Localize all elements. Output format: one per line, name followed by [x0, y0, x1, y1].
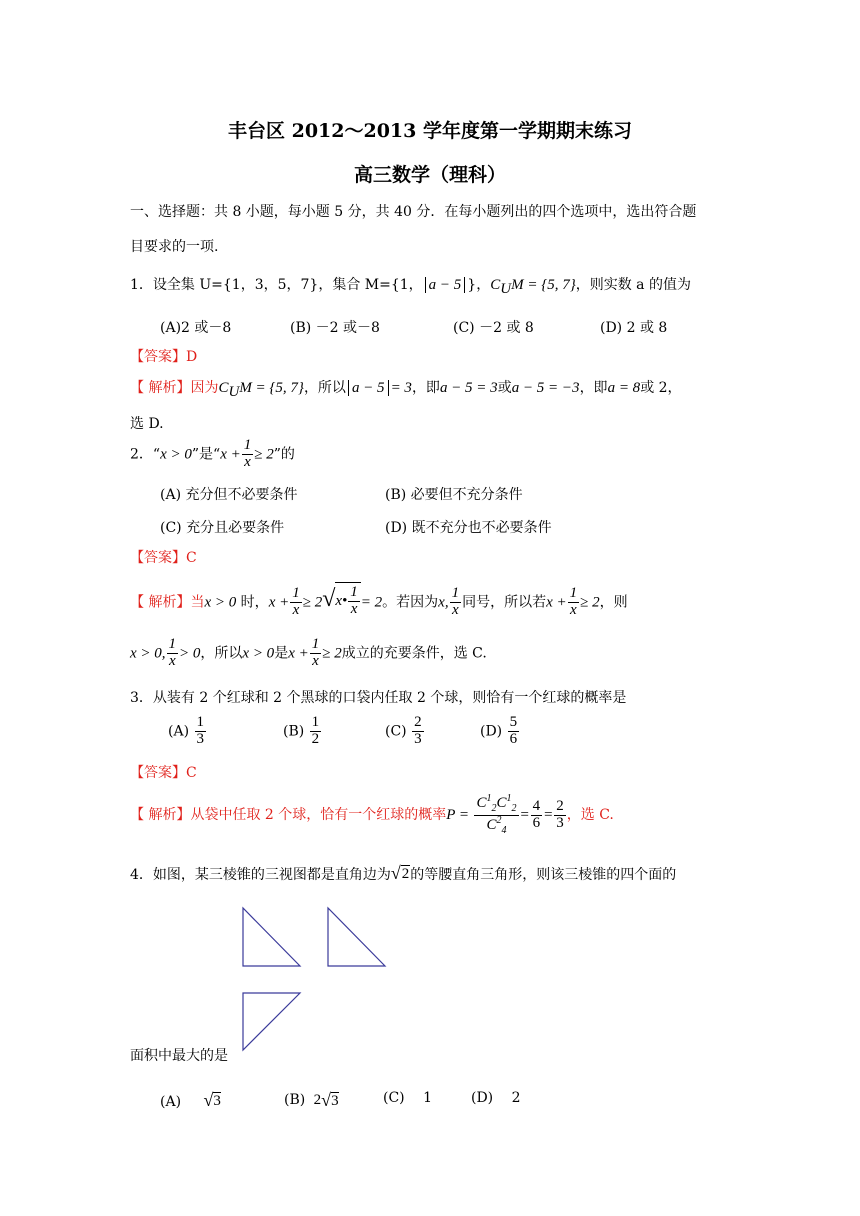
- q1-option-c: (C) －2 或 8: [453, 320, 534, 336]
- q2-a-frac4: [568, 586, 580, 619]
- q2-a-frac3: [450, 586, 462, 619]
- q3-frac-23: [554, 799, 566, 832]
- q2-a3x: x +: [268, 594, 290, 611]
- q3-combo-frac: [474, 794, 518, 836]
- question-4: [130, 863, 676, 884]
- q3-option-c-label: (C): [385, 723, 407, 740]
- q2-answer: 【答案】C: [130, 550, 197, 566]
- q3-option-d-den: 6: [509, 730, 518, 747]
- q4-option-d-value: 2: [511, 1090, 521, 1106]
- q2-a1: 当: [190, 594, 205, 611]
- radical-sign-icon: √: [322, 586, 336, 613]
- q2-a4: ≥ 2: [302, 594, 323, 611]
- q2-fraction-num: 1: [243, 437, 252, 453]
- q3-eq2: =: [543, 807, 554, 823]
- q2-a-frac3-den: x: [452, 601, 459, 618]
- q3-option-a-num: 1: [196, 714, 204, 730]
- top-view-triangle-icon: [238, 988, 308, 1058]
- q1-analysis-complement-rest: M = {5, 7}: [239, 380, 304, 396]
- q2-b-frac2-num: 1: [311, 636, 320, 652]
- q3-answer: 【答案】C: [130, 765, 197, 781]
- q4-option-c-value: 1: [423, 1090, 433, 1106]
- q2-b-frac1: [167, 637, 179, 670]
- q2-a1x: x > 0: [204, 594, 237, 611]
- q2-option-b: (B) 必要但不充分条件: [385, 487, 523, 503]
- q1-analysis-complement: C: [218, 380, 229, 396]
- q4-option-a: [160, 1090, 221, 1111]
- q4-option-a-value: [204, 1090, 221, 1111]
- q2-b2: > 0: [179, 645, 201, 662]
- q2-analysis-label: 【 解析】: [130, 594, 191, 611]
- q3-c1-sup: 1: [486, 793, 492, 804]
- section-intro-line2: 目要求的一项.: [130, 239, 219, 255]
- q2-analysis-line2: [130, 637, 487, 670]
- q3-c2-sub: 2: [511, 803, 517, 814]
- q3-analysis-end: ，选 C.: [566, 807, 614, 823]
- q3-option-d: [480, 715, 520, 748]
- q3-option-b-frac: [310, 715, 322, 748]
- q2-a6: = 2: [360, 594, 383, 611]
- q2-b4: x > 0: [242, 645, 275, 662]
- q2-sqrt: [322, 582, 361, 618]
- q1-analysis-c: ，即: [411, 380, 440, 396]
- q4-option-b-rad: 3: [331, 1092, 339, 1109]
- front-view-triangle-icon: [238, 903, 308, 973]
- q3-analysis-label: 【 解析】: [130, 807, 191, 823]
- q1-analysis-complement-sub: U: [228, 383, 240, 400]
- q1-analysis-expr1b: = 3: [390, 380, 412, 396]
- q3-option-a: [168, 715, 207, 748]
- q2-a10: x +: [546, 594, 567, 611]
- q3-frac-23-den: 3: [556, 814, 564, 831]
- q3-c3: C: [486, 816, 497, 833]
- q4-option-b-value: [314, 1090, 339, 1111]
- q4-sqrt-val: 2: [401, 865, 410, 882]
- q2-a-frac4-num: 1: [569, 585, 578, 601]
- q2-cond2b: ≥ 2: [254, 446, 274, 463]
- q4-sqrt: [391, 863, 410, 884]
- question-1: [130, 274, 691, 298]
- q2-a12: ，则: [599, 594, 628, 611]
- q3-option-c: [385, 715, 425, 748]
- q3-option-b-den: 2: [311, 730, 320, 747]
- q2-option-a: (A) 充分但不必要条件: [160, 487, 298, 503]
- q2-b-frac2-den: x: [312, 652, 319, 669]
- radical-sign-icon: √: [203, 1090, 214, 1110]
- q2-a-frac1-num: 1: [292, 585, 300, 601]
- q2-option-c: (C) 充分且必要条件: [160, 520, 285, 536]
- q3-option-d-frac: [508, 715, 520, 748]
- radical-sign-icon: √: [321, 1090, 332, 1110]
- q2-b-frac1-den: x: [168, 652, 176, 669]
- q3-c2-sup: 1: [506, 793, 512, 804]
- q4-option-a-rad: 3: [213, 1092, 221, 1109]
- q1-complement-sub: U: [500, 280, 512, 297]
- q1-mid: }，: [467, 277, 491, 293]
- q2-a5: x•: [335, 592, 348, 609]
- q4-option-c: [383, 1090, 432, 1106]
- q1-analysis-expr1: a − 5: [348, 380, 389, 396]
- q1-analysis-d: 或: [497, 380, 512, 396]
- q3-option-c-num: 2: [414, 714, 422, 730]
- q2-b1: x > 0,: [130, 645, 166, 662]
- q2-a-frac1: [290, 586, 302, 619]
- q2-b3: ，所以: [200, 645, 243, 662]
- q2-a9: 同号，所以若: [462, 594, 547, 611]
- q2-a-frac4-den: x: [570, 601, 577, 618]
- radical-sign-icon: √: [390, 863, 401, 883]
- q2-b-frac2: [310, 637, 322, 670]
- page-subtitle: 高三数学（理科）: [353, 164, 506, 186]
- q2-a11: ≥ 2: [580, 594, 600, 611]
- q2-fraction-den: x: [244, 453, 251, 470]
- q1-analysis-expr2: a − 5 = 3: [439, 380, 498, 396]
- q2-a8: x,: [438, 594, 449, 611]
- q2-prefix: 2．“: [130, 446, 161, 463]
- q1-prefix: 1．设全集 U={1，3，5，7}，集合 M={1，: [130, 277, 423, 293]
- q2-cond2a: x +: [220, 446, 241, 463]
- q3-p: P =: [446, 807, 470, 823]
- q3-option-b-label: (B): [283, 723, 305, 740]
- question-2: [130, 438, 295, 471]
- q3-option-c-den: 3: [414, 730, 422, 747]
- q2-option-d: (D) 既不充分也不必要条件: [385, 520, 552, 536]
- q4-option-c-label: (C): [383, 1090, 405, 1106]
- q1-analysis: [130, 377, 682, 401]
- q3-c1: C: [476, 795, 487, 811]
- q2-fraction: [242, 438, 254, 471]
- q1-analysis-e: ，即: [579, 380, 608, 396]
- question-3: 3．从装有 2 个红球和 2 个黑球的口袋内任取 2 个球，则恰有一个红球的概率是: [130, 690, 627, 706]
- q3-frac-46-den: 6: [532, 814, 541, 831]
- q3-c2: C: [496, 795, 507, 811]
- q4-option-b-coef: 2: [313, 1092, 322, 1108]
- q2-a7: 。若因为: [382, 594, 439, 611]
- q1-analysis-f: 或 2，: [640, 380, 682, 396]
- q2-mid: ”是“: [191, 446, 221, 463]
- q1-analysis-label: 【 解析】: [130, 380, 191, 396]
- q3-c1-sub: 2: [491, 803, 497, 814]
- q1-option-a: (A)2 或－8: [160, 320, 232, 336]
- q4-option-b-label: (B): [284, 1092, 306, 1108]
- q3-frac-46: [531, 799, 543, 832]
- q2-cond1: x > 0: [160, 446, 192, 463]
- q2-a-frac3-num: 1: [451, 585, 460, 601]
- q2-b7: ≥ 2: [322, 645, 342, 662]
- q3-c3-sub: 4: [501, 824, 507, 836]
- q2-b8: 成立的充要条件，选 C.: [341, 645, 487, 662]
- q2-a-frac2: [348, 585, 360, 618]
- q3-option-b-num: 1: [311, 714, 320, 730]
- q1-abs-expr: a − 5: [425, 277, 466, 293]
- q1-complement-rest: M = {5, 7}: [511, 277, 576, 293]
- section-intro-line1: 一、选择题：共 8 小题，每小题 5 分，共 40 分．在每小题列出的四个选项中，选出符合题: [130, 204, 697, 220]
- q4-text-a: 4．如图，某三棱锥的三视图都是直角边为: [130, 867, 391, 883]
- q2-a-frac1-den: x: [292, 601, 300, 618]
- q1-option-d: (D) 2 或 8: [600, 320, 668, 336]
- q1-analysis-end: 选 D.: [130, 416, 164, 432]
- q1-analysis-expr4: a = 8: [607, 380, 641, 396]
- q2-suffix: ”的: [273, 446, 295, 463]
- q4-option-a-label: (A): [160, 1094, 182, 1110]
- q1-analysis-expr3: a − 5 = −3: [511, 380, 580, 396]
- q4-text-c: 面积中最大的是: [130, 1048, 228, 1064]
- q3-option-a-frac: [195, 715, 207, 748]
- q2-a-frac2-den: x: [350, 600, 358, 617]
- q4-option-d-label: (D): [471, 1090, 494, 1106]
- q2-b5: 是: [274, 645, 289, 662]
- q1-answer: 【答案】D: [130, 349, 198, 365]
- q1-option-b: (B) －2 或－8: [290, 320, 380, 336]
- q2-b-frac1-num: 1: [168, 636, 177, 652]
- q1-suffix: ，则实数 a 的值为: [575, 277, 691, 293]
- q3-option-b: [283, 715, 322, 748]
- q1-analysis-a: 因为: [190, 380, 219, 396]
- page-title: 丰台区 2012～2013 学年度第一学期期末练习: [228, 120, 632, 142]
- q3-c3-sup: 2: [496, 814, 502, 826]
- q1-complement: C: [490, 277, 501, 293]
- q3-eq1: =: [519, 807, 530, 823]
- side-view-triangle-icon: [323, 903, 393, 973]
- q3-option-a-den: 3: [196, 730, 204, 747]
- q3-option-c-frac: [412, 715, 424, 748]
- q3-frac-23-num: 2: [556, 797, 564, 814]
- q3-option-a-label: (A): [168, 723, 190, 740]
- q2-analysis-line1: [130, 582, 628, 619]
- q3-combo-den: [484, 816, 508, 837]
- q3-frac-46-num: 4: [532, 797, 541, 814]
- q4-option-d: [471, 1090, 521, 1106]
- q2-a-frac2-num: 1: [350, 584, 358, 600]
- q4-option-b: [284, 1090, 339, 1111]
- q2-b6: x +: [288, 645, 309, 662]
- q1-analysis-b: ，所以: [303, 380, 346, 396]
- q4-text-b: 的等腰直角三角形，则该三棱锥的四个面的: [410, 867, 677, 883]
- q3-analysis: [130, 794, 614, 836]
- q3-option-d-label: (D): [480, 723, 503, 740]
- q3-option-d-num: 5: [509, 714, 518, 730]
- q3-analysis-text: 从袋中任取 2 个球，恰有一个红球的概率: [190, 807, 447, 823]
- q2-a2: 时，: [236, 594, 269, 611]
- q3-combo-num: [474, 794, 518, 816]
